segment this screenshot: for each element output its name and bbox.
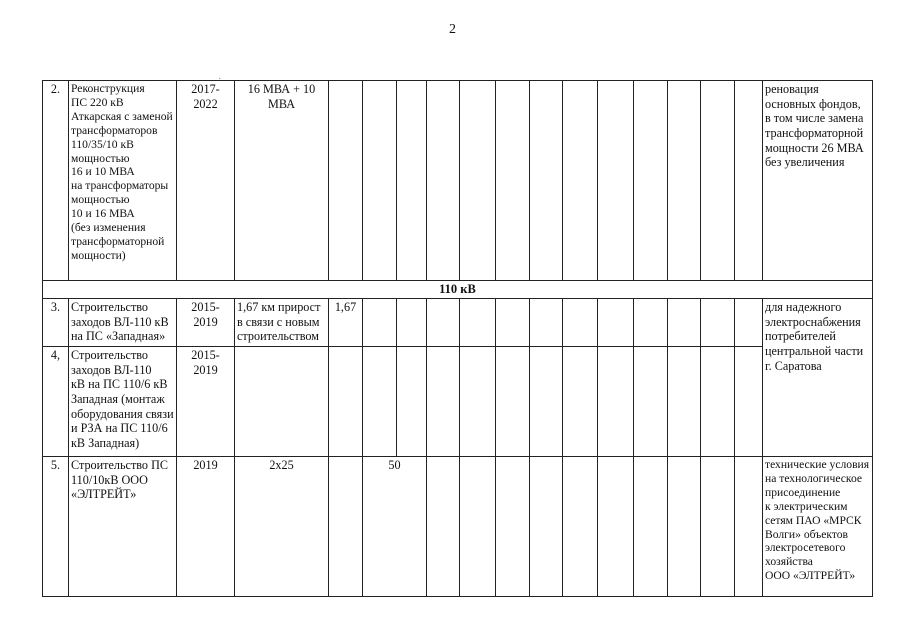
empty-cell <box>530 347 563 457</box>
empty-cell <box>530 299 563 347</box>
empty-cell <box>598 457 634 597</box>
empty-cell <box>427 81 460 281</box>
empty-cell <box>634 299 668 347</box>
empty-cell <box>427 457 460 597</box>
empty-cell <box>598 81 634 281</box>
project-years: 2015- 2019 <box>177 299 235 347</box>
empty-cell <box>460 299 496 347</box>
length-cell: 1,67 <box>329 299 363 347</box>
empty-cell <box>598 347 634 457</box>
empty-cell <box>735 299 763 347</box>
scan-speck: · <box>218 74 222 85</box>
project-note: реновация основных фондов, в том числе замена трансформаторной мощности 26 МВА без увеличения <box>763 81 873 281</box>
project-capacity: 16 МВА + 10 МВА <box>235 81 329 281</box>
empty-cell <box>363 81 397 281</box>
table-row <box>43 347 873 457</box>
empty-cell <box>668 457 701 597</box>
power-cell: 50 <box>363 457 427 597</box>
length-cell <box>329 457 363 597</box>
project-years: 2019 <box>177 457 235 597</box>
length-cell <box>329 81 363 281</box>
empty-cell <box>460 347 496 457</box>
empty-cell <box>735 81 763 281</box>
power-cell <box>397 299 427 347</box>
empty-cell <box>563 81 598 281</box>
row-number: 3. <box>43 299 69 347</box>
empty-cell <box>563 347 598 457</box>
empty-cell <box>634 347 668 457</box>
section-row <box>43 281 873 299</box>
empty-cell <box>735 347 763 457</box>
investment-table <box>42 80 873 597</box>
empty-cell <box>460 81 496 281</box>
empty-cell <box>496 347 530 457</box>
power-cell <box>397 81 427 281</box>
empty-cell <box>598 299 634 347</box>
empty-cell <box>460 457 496 597</box>
empty-cell <box>563 299 598 347</box>
empty-cell <box>701 347 735 457</box>
row-number: 5. <box>43 457 69 597</box>
empty-cell <box>363 347 397 457</box>
length-cell <box>329 347 363 457</box>
project-years: 2017- 2022 <box>177 81 235 281</box>
row-number: 2. <box>43 81 69 281</box>
empty-cell <box>496 81 530 281</box>
empty-cell <box>668 299 701 347</box>
section-title: 110 кВ <box>43 281 873 299</box>
page-number: 2 <box>449 22 456 37</box>
power-cell <box>397 347 427 457</box>
empty-cell <box>735 457 763 597</box>
empty-cell <box>701 81 735 281</box>
empty-cell <box>427 299 460 347</box>
empty-cell <box>634 457 668 597</box>
row-number: 4, <box>43 347 69 457</box>
empty-cell <box>427 347 460 457</box>
project-capacity: 1,67 км прирост в связи с новым строительством <box>235 299 329 347</box>
empty-cell <box>701 299 735 347</box>
table-row <box>43 457 873 597</box>
project-capacity <box>235 347 329 457</box>
project-name: Реконструкция ПС 220 кВ Аткарская с заменой трансформаторов 110/35/10 кВ мощностью 16 и 10 МВА на трансформаторы мощностью 10 и 16 МВА (без изменения трансформаторной мощности) <box>69 81 177 281</box>
table-row <box>43 299 873 347</box>
project-note: технические условия на технологическое присоединение к электрическим сетям ПАО «МРСК Волги» объектов электросетевого хозяйства ООО «ЭЛТРЕЙТ» <box>763 457 873 597</box>
table-row <box>43 81 873 281</box>
project-name: Строительство ПС 110/10кВ ООО «ЭЛТРЕЙТ» <box>69 457 177 597</box>
empty-cell <box>530 81 563 281</box>
project-name: Строительство заходов ВЛ-110 кВ на ПС 110/6 кВ Западная (монтаж оборудования связи и РЗА на ПС 110/6 кВ Западная) <box>69 347 177 457</box>
empty-cell <box>563 457 598 597</box>
empty-cell <box>496 457 530 597</box>
project-years: 2015- 2019 <box>177 347 235 457</box>
project-note: для надежного электроснабжения потребителей центральной части г. Саратова <box>763 299 873 457</box>
empty-cell <box>701 457 735 597</box>
empty-cell <box>668 347 701 457</box>
empty-cell <box>363 299 397 347</box>
project-name: Строительство заходов ВЛ-110 кВ на ПС «Западная» <box>69 299 177 347</box>
empty-cell <box>530 457 563 597</box>
project-capacity: 2х25 <box>235 457 329 597</box>
empty-cell <box>496 299 530 347</box>
empty-cell <box>634 81 668 281</box>
empty-cell <box>668 81 701 281</box>
